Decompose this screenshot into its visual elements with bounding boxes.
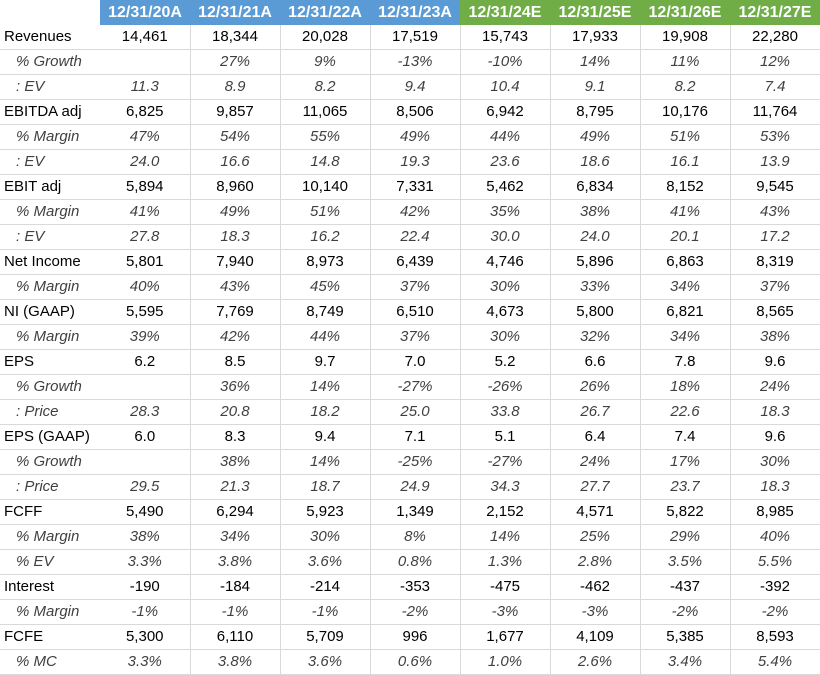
metric-subrow xyxy=(0,650,820,675)
metric-subrow xyxy=(0,125,820,150)
column-header-estimate: 12/31/26E xyxy=(640,0,730,25)
value-cell: 29% xyxy=(640,525,730,550)
value-cell: 6,834 xyxy=(550,175,640,200)
value-cell: 6,825 xyxy=(100,100,190,125)
value-cell: 27.8 xyxy=(100,225,190,250)
value-cell: 26% xyxy=(550,375,640,400)
value-cell: 3.8% xyxy=(190,650,280,675)
value-cell: 30% xyxy=(730,450,820,475)
row-label: EBIT adj xyxy=(0,175,100,200)
value-cell: 14% xyxy=(460,525,550,550)
value-cell: 49% xyxy=(370,125,460,150)
row-label: % Growth xyxy=(0,450,100,475)
value-cell: 8.5 xyxy=(190,350,280,375)
value-cell: 49% xyxy=(190,200,280,225)
row-label: : EV xyxy=(0,75,100,100)
value-cell: 35% xyxy=(460,200,550,225)
value-cell: 22,280 xyxy=(730,25,820,50)
row-label: Net Income xyxy=(0,250,100,275)
value-cell: -1% xyxy=(100,600,190,625)
value-cell: -13% xyxy=(370,50,460,75)
value-cell: 5,462 xyxy=(460,175,550,200)
metric-subrow xyxy=(0,150,820,175)
value-cell: 16.2 xyxy=(280,225,370,250)
value-cell: 3.6% xyxy=(280,550,370,575)
value-cell: 39% xyxy=(100,325,190,350)
value-cell: 8,152 xyxy=(640,175,730,200)
value-cell: 8.2 xyxy=(640,75,730,100)
metric-subrow xyxy=(0,550,820,575)
value-cell: 37% xyxy=(370,275,460,300)
value-cell: -26% xyxy=(460,375,550,400)
row-label: FCFE xyxy=(0,625,100,650)
value-cell: 22.6 xyxy=(640,400,730,425)
value-cell: 16.1 xyxy=(640,150,730,175)
value-cell: 15,743 xyxy=(460,25,550,50)
value-cell: 8,593 xyxy=(730,625,820,650)
value-cell: -392 xyxy=(730,575,820,600)
value-cell: 33.8 xyxy=(460,400,550,425)
value-cell: 2,152 xyxy=(460,500,550,525)
metric-subrow xyxy=(0,200,820,225)
row-label: % Margin xyxy=(0,200,100,225)
value-cell: 19,908 xyxy=(640,25,730,50)
value-cell: 34% xyxy=(640,325,730,350)
value-cell: 51% xyxy=(280,200,370,225)
metric-row xyxy=(0,350,820,375)
value-cell: 44% xyxy=(460,125,550,150)
row-label: % Growth xyxy=(0,50,100,75)
row-label: % Margin xyxy=(0,275,100,300)
value-cell: 44% xyxy=(280,325,370,350)
value-cell: 18.3 xyxy=(730,475,820,500)
metric-subrow xyxy=(0,475,820,500)
value-cell: 27.7 xyxy=(550,475,640,500)
metric-row xyxy=(0,100,820,125)
value-cell: 17.2 xyxy=(730,225,820,250)
value-cell: 8,973 xyxy=(280,250,370,275)
value-cell: 24% xyxy=(730,375,820,400)
row-label: NI (GAAP) xyxy=(0,300,100,325)
metric-subrow xyxy=(0,400,820,425)
value-cell: 0.6% xyxy=(370,650,460,675)
value-cell: 8,506 xyxy=(370,100,460,125)
metric-row xyxy=(0,625,820,650)
value-cell: 1,349 xyxy=(370,500,460,525)
row-label: % Margin xyxy=(0,525,100,550)
metric-subrow xyxy=(0,75,820,100)
value-cell: -3% xyxy=(550,600,640,625)
value-cell: 55% xyxy=(280,125,370,150)
row-label: : EV xyxy=(0,150,100,175)
value-cell: 17,519 xyxy=(370,25,460,50)
metric-row xyxy=(0,575,820,600)
value-cell: 9.7 xyxy=(280,350,370,375)
value-cell: 16.6 xyxy=(190,150,280,175)
value-cell: 25% xyxy=(550,525,640,550)
value-cell: -2% xyxy=(370,600,460,625)
value-cell: 8,319 xyxy=(730,250,820,275)
value-cell: 41% xyxy=(100,200,190,225)
value-cell: 37% xyxy=(370,325,460,350)
value-cell: 9% xyxy=(280,50,370,75)
value-cell xyxy=(100,50,190,75)
value-cell: 8,795 xyxy=(550,100,640,125)
value-cell: 7.4 xyxy=(730,75,820,100)
value-cell: 11,764 xyxy=(730,100,820,125)
value-cell: 18.3 xyxy=(730,400,820,425)
value-cell: 6,863 xyxy=(640,250,730,275)
row-label: % MC xyxy=(0,650,100,675)
value-cell: 26.7 xyxy=(550,400,640,425)
value-cell: -1% xyxy=(280,600,370,625)
column-header-actual: 12/31/23A xyxy=(370,0,460,25)
value-cell: 14% xyxy=(550,50,640,75)
value-cell: 6.0 xyxy=(100,425,190,450)
value-cell: 7.0 xyxy=(370,350,460,375)
row-label: % Margin xyxy=(0,600,100,625)
value-cell: 9.4 xyxy=(280,425,370,450)
metric-row xyxy=(0,500,820,525)
value-cell: 27% xyxy=(190,50,280,75)
value-cell: 14,461 xyxy=(100,25,190,50)
value-cell: 24.0 xyxy=(550,225,640,250)
value-cell: 9.6 xyxy=(730,350,820,375)
value-cell: 6,942 xyxy=(460,100,550,125)
value-cell: 37% xyxy=(730,275,820,300)
value-cell: 22.4 xyxy=(370,225,460,250)
metric-subrow xyxy=(0,275,820,300)
value-cell: 23.7 xyxy=(640,475,730,500)
value-cell: 24.0 xyxy=(100,150,190,175)
metric-subrow xyxy=(0,525,820,550)
value-cell xyxy=(100,375,190,400)
value-cell: 8.9 xyxy=(190,75,280,100)
metric-row xyxy=(0,25,820,50)
value-cell: 13.9 xyxy=(730,150,820,175)
value-cell: 5,490 xyxy=(100,500,190,525)
value-cell: -25% xyxy=(370,450,460,475)
value-cell: -462 xyxy=(550,575,640,600)
value-cell: 24% xyxy=(550,450,640,475)
value-cell: 6.4 xyxy=(550,425,640,450)
value-cell: 1.0% xyxy=(460,650,550,675)
metric-subrow xyxy=(0,450,820,475)
value-cell: 38% xyxy=(100,525,190,550)
column-header-estimate: 12/31/24E xyxy=(460,0,550,25)
row-label: EPS (GAAP) xyxy=(0,425,100,450)
value-cell: 6,294 xyxy=(190,500,280,525)
row-label: % Margin xyxy=(0,325,100,350)
value-cell: 5.5% xyxy=(730,550,820,575)
row-label: FCFF xyxy=(0,500,100,525)
value-cell: 9,857 xyxy=(190,100,280,125)
value-cell: -437 xyxy=(640,575,730,600)
row-label: % Growth xyxy=(0,375,100,400)
value-cell: 9.4 xyxy=(370,75,460,100)
column-header-estimate: 12/31/27E xyxy=(730,0,820,25)
value-cell: 38% xyxy=(730,325,820,350)
value-cell: 18% xyxy=(640,375,730,400)
value-cell: 20.1 xyxy=(640,225,730,250)
metric-row xyxy=(0,300,820,325)
value-cell: -475 xyxy=(460,575,550,600)
value-cell: 5,801 xyxy=(100,250,190,275)
value-cell: 40% xyxy=(100,275,190,300)
value-cell: 43% xyxy=(730,200,820,225)
value-cell: 18.3 xyxy=(190,225,280,250)
column-header-estimate: 12/31/25E xyxy=(550,0,640,25)
value-cell: 47% xyxy=(100,125,190,150)
value-cell: 18.2 xyxy=(280,400,370,425)
value-cell: 8,749 xyxy=(280,300,370,325)
value-cell: 14% xyxy=(280,450,370,475)
row-label: : Price xyxy=(0,400,100,425)
value-cell: 0.8% xyxy=(370,550,460,575)
value-cell: 8,565 xyxy=(730,300,820,325)
value-cell: 54% xyxy=(190,125,280,150)
value-cell: 10,176 xyxy=(640,100,730,125)
value-cell: -2% xyxy=(640,600,730,625)
value-cell: 5,300 xyxy=(100,625,190,650)
value-cell: -27% xyxy=(370,375,460,400)
value-cell: 7.4 xyxy=(640,425,730,450)
value-cell: 6,510 xyxy=(370,300,460,325)
value-cell: 6.2 xyxy=(100,350,190,375)
value-cell: 18.6 xyxy=(550,150,640,175)
value-cell: 2.6% xyxy=(550,650,640,675)
value-cell: 40% xyxy=(730,525,820,550)
value-cell: 996 xyxy=(370,625,460,650)
value-cell: 21.3 xyxy=(190,475,280,500)
value-cell xyxy=(100,450,190,475)
table-body xyxy=(0,25,820,675)
value-cell: 3.4% xyxy=(640,650,730,675)
row-label: % Margin xyxy=(0,125,100,150)
value-cell: 45% xyxy=(280,275,370,300)
value-cell: 5,385 xyxy=(640,625,730,650)
value-cell: 5,822 xyxy=(640,500,730,525)
metric-subrow xyxy=(0,325,820,350)
value-cell: 12% xyxy=(730,50,820,75)
metric-row xyxy=(0,175,820,200)
value-cell: 17,933 xyxy=(550,25,640,50)
value-cell: 7,769 xyxy=(190,300,280,325)
metric-row xyxy=(0,250,820,275)
value-cell: 24.9 xyxy=(370,475,460,500)
value-cell: 43% xyxy=(190,275,280,300)
value-cell: 8,960 xyxy=(190,175,280,200)
value-cell: 5.2 xyxy=(460,350,550,375)
row-label: Revenues xyxy=(0,25,100,50)
value-cell: 4,109 xyxy=(550,625,640,650)
value-cell: 38% xyxy=(550,200,640,225)
value-cell: 5,595 xyxy=(100,300,190,325)
metric-row xyxy=(0,425,820,450)
column-header-actual: 12/31/20A xyxy=(100,0,190,25)
value-cell: 14.8 xyxy=(280,150,370,175)
value-cell: 8.2 xyxy=(280,75,370,100)
value-cell: 3.3% xyxy=(100,550,190,575)
value-cell: 4,673 xyxy=(460,300,550,325)
value-cell: 8,985 xyxy=(730,500,820,525)
value-cell: 8% xyxy=(370,525,460,550)
value-cell: -3% xyxy=(460,600,550,625)
value-cell: 14% xyxy=(280,375,370,400)
value-cell: 34% xyxy=(640,275,730,300)
value-cell: 42% xyxy=(190,325,280,350)
value-cell: 1,677 xyxy=(460,625,550,650)
value-cell: 11.3 xyxy=(100,75,190,100)
value-cell: 5,923 xyxy=(280,500,370,525)
value-cell: 53% xyxy=(730,125,820,150)
value-cell: 33% xyxy=(550,275,640,300)
value-cell: 34% xyxy=(190,525,280,550)
metric-subrow xyxy=(0,375,820,400)
value-cell: 2.8% xyxy=(550,550,640,575)
value-cell: 9,545 xyxy=(730,175,820,200)
value-cell: 5,894 xyxy=(100,175,190,200)
value-cell: 7,940 xyxy=(190,250,280,275)
column-header-actual: 12/31/22A xyxy=(280,0,370,25)
value-cell: 5.4% xyxy=(730,650,820,675)
value-cell: 30.0 xyxy=(460,225,550,250)
value-cell: 3.5% xyxy=(640,550,730,575)
value-cell: 7,331 xyxy=(370,175,460,200)
value-cell: 11% xyxy=(640,50,730,75)
value-cell: 20.8 xyxy=(190,400,280,425)
value-cell: 18.7 xyxy=(280,475,370,500)
value-cell: 11,065 xyxy=(280,100,370,125)
value-cell: 6,439 xyxy=(370,250,460,275)
value-cell: 7.8 xyxy=(640,350,730,375)
metric-subrow xyxy=(0,50,820,75)
value-cell: 51% xyxy=(640,125,730,150)
value-cell: 34.3 xyxy=(460,475,550,500)
value-cell: 19.3 xyxy=(370,150,460,175)
value-cell: 4,571 xyxy=(550,500,640,525)
value-cell: 6.6 xyxy=(550,350,640,375)
value-cell: -27% xyxy=(460,450,550,475)
value-cell: 32% xyxy=(550,325,640,350)
value-cell: 3.3% xyxy=(100,650,190,675)
value-cell: 29.5 xyxy=(100,475,190,500)
value-cell: 10,140 xyxy=(280,175,370,200)
value-cell: -353 xyxy=(370,575,460,600)
value-cell: 25.0 xyxy=(370,400,460,425)
row-label: : Price xyxy=(0,475,100,500)
value-cell: 41% xyxy=(640,200,730,225)
value-cell: 1.3% xyxy=(460,550,550,575)
value-cell: 36% xyxy=(190,375,280,400)
value-cell: 5.1 xyxy=(460,425,550,450)
value-cell: 17% xyxy=(640,450,730,475)
value-cell: 30% xyxy=(460,325,550,350)
value-cell: 30% xyxy=(280,525,370,550)
value-cell: 9.6 xyxy=(730,425,820,450)
value-cell: 9.1 xyxy=(550,75,640,100)
value-cell: 23.6 xyxy=(460,150,550,175)
header-row xyxy=(0,0,820,25)
value-cell: 6,821 xyxy=(640,300,730,325)
value-cell: 30% xyxy=(460,275,550,300)
header-corner xyxy=(0,0,100,25)
value-cell: -184 xyxy=(190,575,280,600)
row-label: EPS xyxy=(0,350,100,375)
metric-subrow xyxy=(0,600,820,625)
value-cell: 28.3 xyxy=(100,400,190,425)
row-label: % EV xyxy=(0,550,100,575)
value-cell: 18,344 xyxy=(190,25,280,50)
value-cell: 3.8% xyxy=(190,550,280,575)
value-cell: -1% xyxy=(190,600,280,625)
value-cell: 3.6% xyxy=(280,650,370,675)
value-cell: -214 xyxy=(280,575,370,600)
value-cell: -190 xyxy=(100,575,190,600)
value-cell: 8.3 xyxy=(190,425,280,450)
value-cell: 4,746 xyxy=(460,250,550,275)
value-cell: 20,028 xyxy=(280,25,370,50)
value-cell: 5,896 xyxy=(550,250,640,275)
value-cell: -10% xyxy=(460,50,550,75)
column-header-actual: 12/31/21A xyxy=(190,0,280,25)
metric-subrow xyxy=(0,225,820,250)
value-cell: 5,709 xyxy=(280,625,370,650)
row-label: EBITDA adj xyxy=(0,100,100,125)
value-cell: 5,800 xyxy=(550,300,640,325)
value-cell: 10.4 xyxy=(460,75,550,100)
value-cell: 49% xyxy=(550,125,640,150)
row-label: Interest xyxy=(0,575,100,600)
value-cell: 42% xyxy=(370,200,460,225)
value-cell: 6,110 xyxy=(190,625,280,650)
value-cell: 7.1 xyxy=(370,425,460,450)
row-label: : EV xyxy=(0,225,100,250)
value-cell: 38% xyxy=(190,450,280,475)
value-cell: -2% xyxy=(730,600,820,625)
